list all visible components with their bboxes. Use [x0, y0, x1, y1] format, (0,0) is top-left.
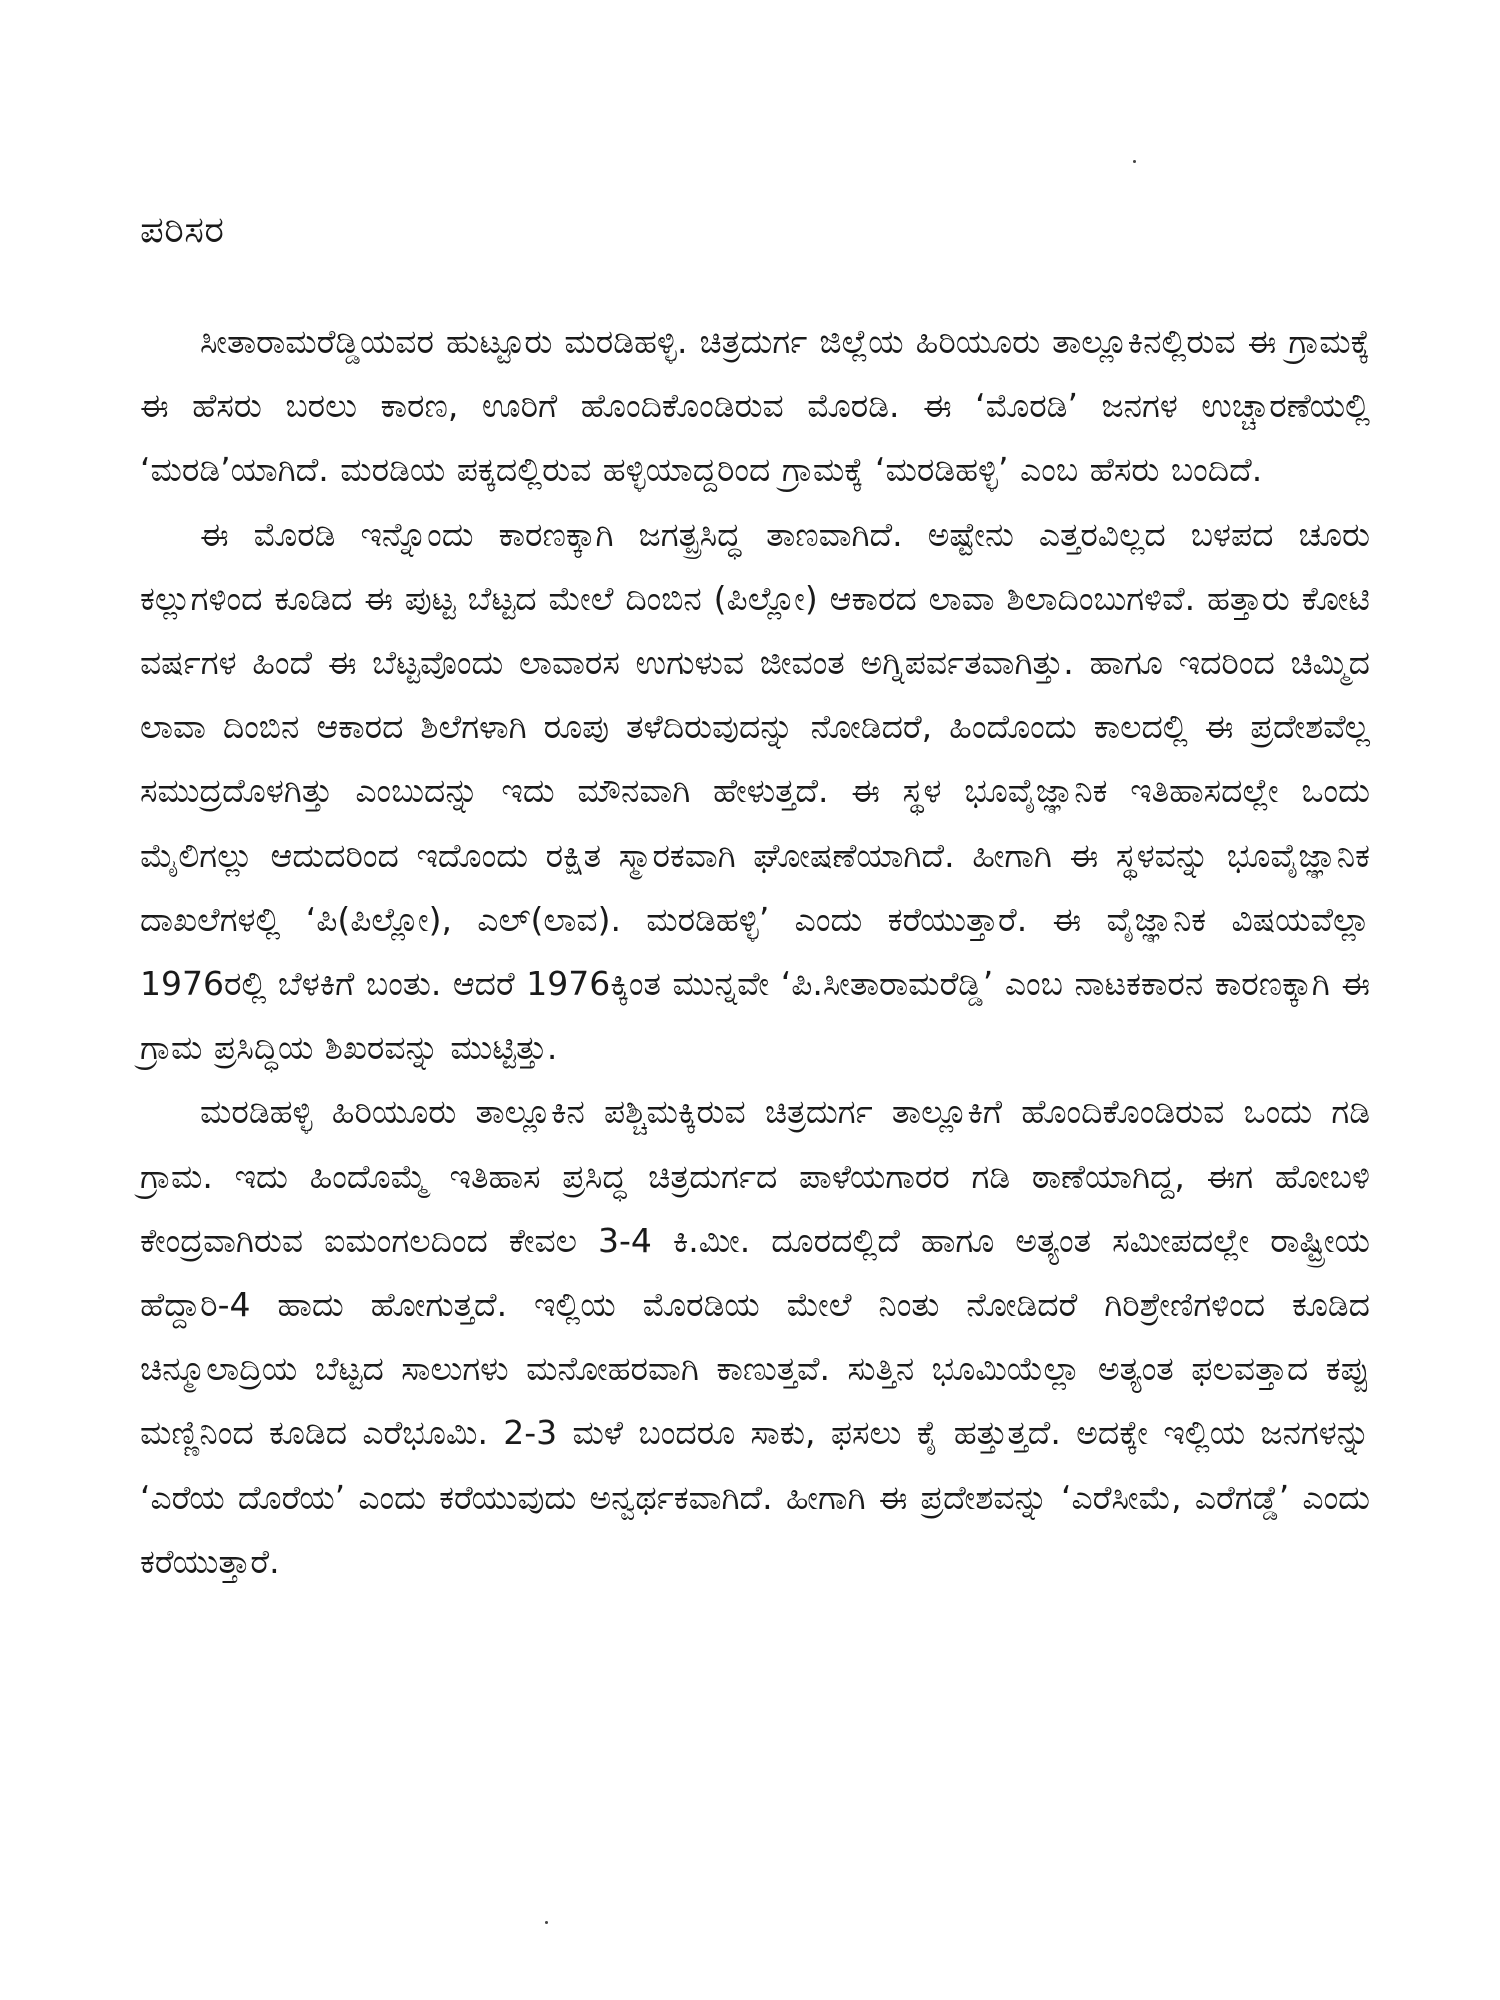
page-title: ಪರಿಸರ [140, 208, 225, 251]
scan-speck [545, 1921, 548, 1924]
scan-speck [1133, 160, 1136, 163]
paragraph-1: ಸೀತಾರಾಮರೆಡ್ಡಿಯವರ ಹುಟ್ಟೂರು ಮರಡಿಹಳ್ಳಿ. ಚಿತ್ರದುರ್ಗ ಜಿಲ್ಲೆಯ ಹಿರಿಯೂರು ತಾಲ್ಲೂಕಿನಲ್ಲಿರುವ ಈ ಗ್ರಾಮಕ್ಕೆ ಈ ಹೆಸರು ಬರಲು ಕಾರಣ, ಊರಿಗೆ ಹೊಂದಿಕೊಂಡಿರುವ ಮೊರಡಿ. ಈ ‘ಮೊರಡಿ’ ಜನಗಳ ಉಚ್ಚಾರಣೆಯಲ್ಲಿ ‘ಮರಡಿ’ಯಾಗಿದೆ. ಮರಡಿಯ ಪಕ್ಕದಲ್ಲಿರುವ ಹಳ್ಳಿಯಾದ್ದರಿಂದ ಗ್ರಾಮಕ್ಕೆ ‘ಮರಡಿಹಳ್ಳಿ’ ಎಂಬ ಹೆಸರು ಬಂದಿದೆ. [140, 322, 1370, 490]
body-text [140, 310, 1370, 1594]
paragraph-2: ಈ ಮೊರಡಿ ಇನ್ನೊಂದು ಕಾರಣಕ್ಕಾಗಿ ಜಗತ್ಪ್ರಸಿದ್ಧ ತಾಣವಾಗಿದೆ. ಅಷ್ಟೇನು ಎತ್ತರವಿಲ್ಲದ ಬಳಪದ ಚೂರು ಕಲ್ಲುಗಳಿಂದ ಕೂಡಿದ ಈ ಪುಟ್ಟ ಬೆಟ್ಟದ ಮೇಲೆ ದಿಂಬಿನ (ಪಿಲ್ಲೋ) ಆಕಾರದ ಲಾವಾ ಶಿಲಾದಿಂಬುಗಳಿವೆ. ಹತ್ತಾರು ಕೋಟಿ ವರ್ಷಗಳ ಹಿಂದೆ ಈ ಬೆಟ್ಟವೊಂದು ಲಾವಾರಸ ಉಗುಳುವ ಜೀವಂತ ಅಗ್ನಿಪರ್ವತವಾಗಿತ್ತು. ಹಾಗೂ ಇದರಿಂದ ಚಿಮ್ಮಿದ ಲಾವಾ ದಿಂಬಿನ ಆಕಾರದ ಶಿಲೆಗಳಾಗಿ ರೂಪು ತಳೆದಿರುವುದನ್ನು ನೋಡಿದರೆ, ಹಿಂದೊಂದು ಕಾಲದಲ್ಲಿ ಈ ಪ್ರದೇಶವೆಲ್ಲ ಸಮುದ್ರದೊಳಗಿತ್ತು ಎಂಬುದನ್ನು ಇದು ಮೌನವಾಗಿ ಹೇಳುತ್ತದೆ. ಈ ಸ್ಥಳ ಭೂವೈಜ್ಞಾನಿಕ ಇತಿಹಾಸದಲ್ಲೇ ಒಂದು ಮೈಲಿಗಲ್ಲು ಆದುದರಿಂದ ಇದೊಂದು ರಕ್ಷಿತ ಸ್ಮಾರಕವಾಗಿ ಘೋಷಣೆಯಾಗಿದೆ. ಹೀಗಾಗಿ ಈ ಸ್ಥಳವನ್ನು ಭೂವೈಜ್ಞಾನಿಕ ದಾಖಲೆಗಳಲ್ಲಿ ‘ಪಿ(ಪಿಲ್ಲೋ), ಎಲ್(ಲಾವ). ಮರಡಿಹಳ್ಳಿ’ ಎಂದು ಕರೆಯುತ್ತಾರೆ. ಈ ವೈಜ್ಞಾನಿಕ ವಿಷಯವೆಲ್ಲಾ 1976ರಲ್ಲಿ ಬೆಳಕಿಗೆ ಬಂತು. ಆದರೆ 1976ಕ್ಕಿಂತ ಮುನ್ನವೇ ‘ಪಿ.ಸೀತಾರಾಮರೆಡ್ಡಿ’ ಎಂಬ ನಾಟಕಕಾರನ ಕಾರಣಕ್ಕಾಗಿ ಈ ಗ್ರಾಮ ಪ್ರಸಿದ್ಧಿಯ ಶಿಖರವನ್ನು ಮುಟ್ಟಿತ್ತು. [140, 514, 1370, 1068]
paragraph-3: ಮರಡಿಹಳ್ಳಿ ಹಿರಿಯೂರು ತಾಲ್ಲೂಕಿನ ಪಶ್ಚಿಮಕ್ಕಿರುವ ಚಿತ್ರದುರ್ಗ ತಾಲ್ಲೂಕಿಗೆ ಹೊಂದಿಕೊಂಡಿರುವ ಒಂದು ಗಡಿ ಗ್ರಾಮ. ಇದು ಹಿಂದೊಮ್ಮೆ ಇತಿಹಾಸ ಪ್ರಸಿದ್ಧ ಚಿತ್ರದುರ್ಗದ ಪಾಳೆಯಗಾರರ ಗಡಿ ಠಾಣೆಯಾಗಿದ್ದ, ಈಗ ಹೋಬಳಿ ಕೇಂದ್ರವಾಗಿರುವ ಐಮಂಗಲದಿಂದ ಕೇವಲ 3-4 ಕಿ.ಮೀ. ದೂರದಲ್ಲಿದೆ ಹಾಗೂ ಅತ್ಯಂತ ಸಮೀಪದಲ್ಲೇ ರಾಷ್ಟ್ರೀಯ ಹೆದ್ದಾರಿ-4 ಹಾದು ಹೋಗುತ್ತದೆ. ಇಲ್ಲಿಯ ಮೊರಡಿಯ ಮೇಲೆ ನಿಂತು ನೋಡಿದರೆ ಗಿರಿಶ್ರೇಣಿಗಳಿಂದ ಕೂಡಿದ ಚಿನ್ಮೂಲಾದ್ರಿಯ ಬೆಟ್ಟದ ಸಾಲುಗಳು ಮನೋಹರವಾಗಿ ಕಾಣುತ್ತವೆ. ಸುತ್ತಿನ ಭೂಮಿಯೆಲ್ಲಾ ಅತ್ಯಂತ ಫಲವತ್ತಾದ ಕಪ್ಪು ಮಣ್ಣಿನಿಂದ ಕೂಡಿದ ಎರೆಭೂಮಿ. 2-3 ಮಳೆ ಬಂದರೂ ಸಾಕು, ಫಸಲು ಕೈ ಹತ್ತುತ್ತದೆ. ಅದಕ್ಕೇ ಇಲ್ಲಿಯ ಜನಗಳನ್ನು ‘ಎರೆಯ ದೊರೆಯ’ ಎಂದು ಕರೆಯುವುದು ಅನ್ವರ್ಥಕವಾಗಿದೆ. ಹೀಗಾಗಿ ಈ ಪ್ರದೇಶವನ್ನು ‘ಎರೆಸೀಮೆ, ಎರೆಗಡ್ಡೆ’ ಎಂದು ಕರೆಯುತ್ತಾರೆ. [140, 1092, 1370, 1581]
